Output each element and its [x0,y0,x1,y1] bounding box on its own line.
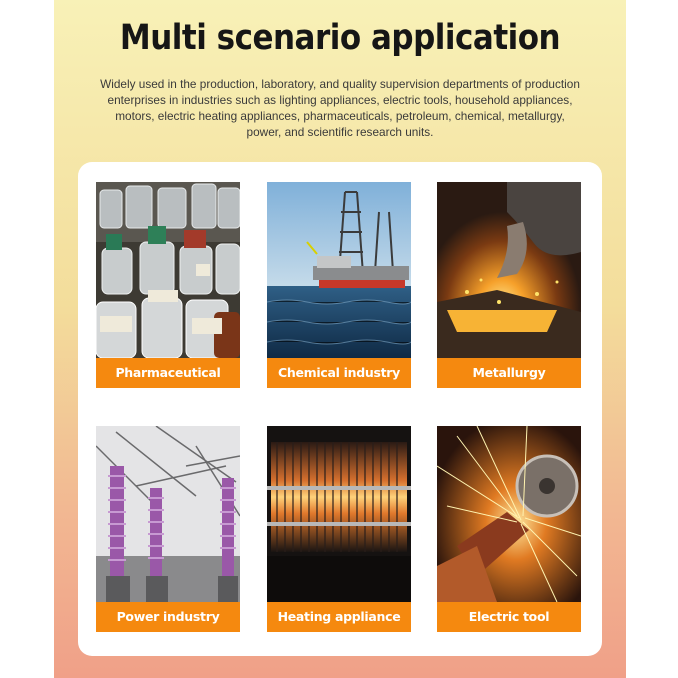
card-metallurgy [437,182,581,388]
chemical-industry-image [267,182,411,358]
heating-appliance-image [267,426,411,602]
card-label: Electric tool [437,602,581,632]
card-label: Heating appliance [267,602,411,632]
card-label: Pharmaceutical [96,358,240,388]
card-label: Power industry [96,602,240,632]
card-heating-appliance [267,426,411,632]
card-power-industry [96,426,240,632]
description: Widely used in the production, laboratory, and quality supervision departments of production enterprises in industries such as lighting appliances, electric tools, household appliances, motors, electric heating appliances, pharmaceuticals, petroleum, chemical, metallurgy, power, and scientific research units. [100,77,580,139]
card-label: Chemical industry [267,358,411,388]
page-title: Multi scenario application [119,17,561,59]
card-pharmaceutical [96,182,240,388]
scenario-panel [78,162,602,656]
card-electric-tool [437,426,581,632]
card-chemical-industry [267,182,411,388]
power-industry-image [96,426,240,602]
poster [54,0,626,678]
electric-tool-image [437,426,581,602]
card-label: Metallurgy [437,358,581,388]
pharmaceutical-image [96,182,240,358]
metallurgy-image [437,182,581,358]
